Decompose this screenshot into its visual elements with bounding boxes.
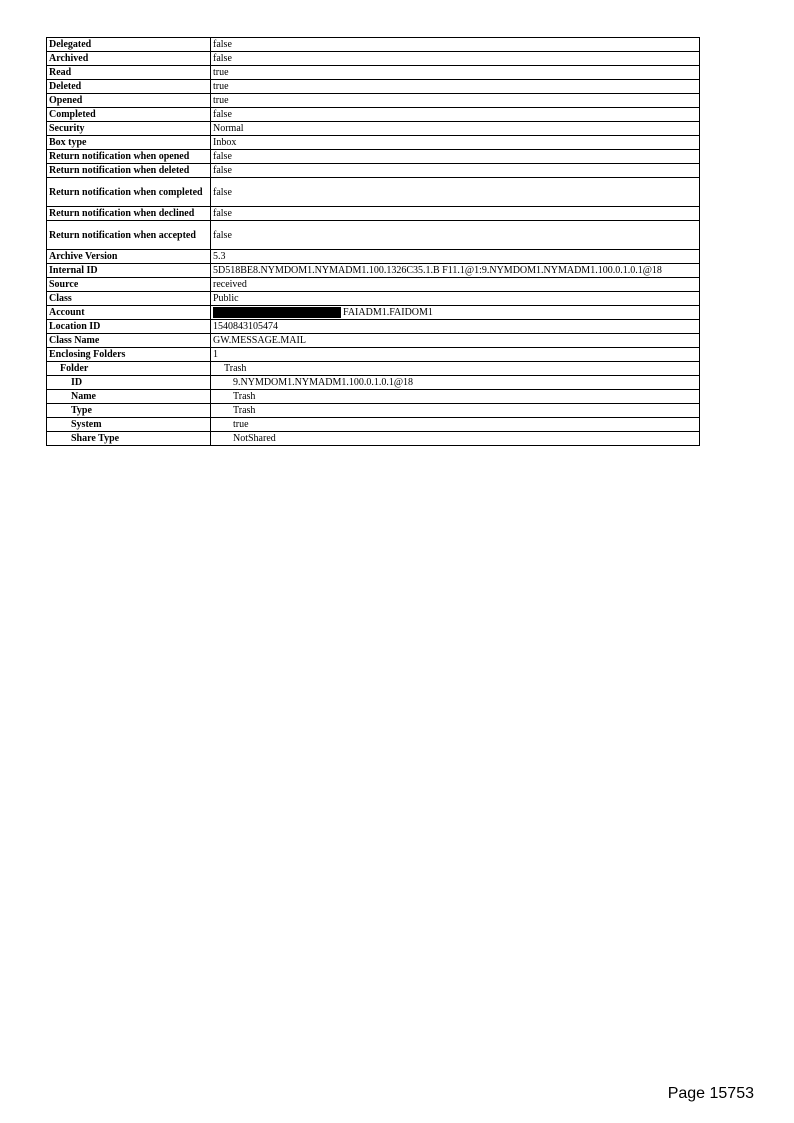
property-label: Class Name <box>47 334 211 348</box>
table-row <box>47 150 700 164</box>
table-row <box>47 164 700 178</box>
property-label: Read <box>47 66 211 80</box>
table-row <box>47 418 700 432</box>
table-row <box>47 362 700 376</box>
table-row <box>47 52 700 66</box>
property-value: 1540843105474 <box>211 320 700 334</box>
property-label: Return notification when deleted <box>47 164 211 178</box>
table-row <box>47 136 700 150</box>
property-value: false <box>211 164 700 178</box>
property-label: Return notification when accepted <box>47 221 211 250</box>
property-value: false <box>211 38 700 52</box>
property-value: 1 <box>211 348 700 362</box>
property-value: 5.3 <box>211 250 700 264</box>
property-value: false <box>211 150 700 164</box>
property-value: false <box>211 108 700 122</box>
property-label: Class <box>47 292 211 306</box>
property-value: false <box>211 207 700 221</box>
property-value: Public <box>211 292 700 306</box>
table-row <box>47 348 700 362</box>
property-value: true <box>211 418 700 432</box>
property-value: Trash <box>211 390 700 404</box>
property-label: Type <box>47 404 211 418</box>
table-row <box>47 250 700 264</box>
properties-table <box>46 37 700 446</box>
table-row <box>47 178 700 207</box>
property-label: Archive Version <box>47 250 211 264</box>
property-label: Completed <box>47 108 211 122</box>
property-label: Opened <box>47 94 211 108</box>
table-row <box>47 94 700 108</box>
property-label: Return notification when opened <box>47 150 211 164</box>
property-value: 9.NYMDOM1.NYMADM1.100.0.1.0.1@18 <box>211 376 700 390</box>
property-label: Name <box>47 390 211 404</box>
property-label: Account <box>47 306 211 320</box>
table-row <box>47 278 700 292</box>
property-value: true <box>211 80 700 94</box>
property-label: Archived <box>47 52 211 66</box>
table-row <box>47 376 700 390</box>
property-value: false <box>211 178 700 207</box>
property-value: false <box>211 221 700 250</box>
property-label: Location ID <box>47 320 211 334</box>
table-row <box>47 38 700 52</box>
property-label: Return notification when completed <box>47 178 211 207</box>
property-label: Internal ID <box>47 264 211 278</box>
table-row <box>47 390 700 404</box>
table-row <box>47 80 700 94</box>
table-row <box>47 306 700 320</box>
property-value: Trash <box>211 362 700 376</box>
table-row <box>47 320 700 334</box>
property-value: Inbox <box>211 136 700 150</box>
page-number: Page 15753 <box>667 1085 754 1102</box>
table-row <box>47 108 700 122</box>
property-value: GW.MESSAGE.MAIL <box>211 334 700 348</box>
property-value <box>211 306 700 320</box>
property-label: Enclosing Folders <box>47 348 211 362</box>
property-value: false <box>211 52 700 66</box>
table-row <box>47 221 700 250</box>
property-value: true <box>211 66 700 80</box>
table-row <box>47 292 700 306</box>
redaction-bar <box>213 307 341 318</box>
table-row <box>47 207 700 221</box>
property-value: received <box>211 278 700 292</box>
account-value: FAIADM1.FAIDOM1 <box>343 306 433 318</box>
table-row <box>47 334 700 348</box>
property-label: Security <box>47 122 211 136</box>
property-value: true <box>211 94 700 108</box>
property-value: NotShared <box>211 432 700 446</box>
table-row <box>47 66 700 80</box>
table-row <box>47 122 700 136</box>
table-row <box>47 264 700 278</box>
property-label: ID <box>47 376 211 390</box>
property-label: Deleted <box>47 80 211 94</box>
property-value: Trash <box>211 404 700 418</box>
property-label: Box type <box>47 136 211 150</box>
property-label: Source <box>47 278 211 292</box>
property-label: Folder <box>47 362 211 376</box>
property-label: Share Type <box>47 432 211 446</box>
table-row <box>47 404 700 418</box>
property-label: Delegated <box>47 38 211 52</box>
property-value: Normal <box>211 122 700 136</box>
property-label: Return notification when declined <box>47 207 211 221</box>
property-label: System <box>47 418 211 432</box>
property-value: 5D518BE8.NYMDOM1.NYMADM1.100.1326C35.1.B F11.1@1:9.NYMDOM1.NYMADM1.100.0.1.0.1@18 <box>211 264 700 278</box>
table-row <box>47 432 700 446</box>
